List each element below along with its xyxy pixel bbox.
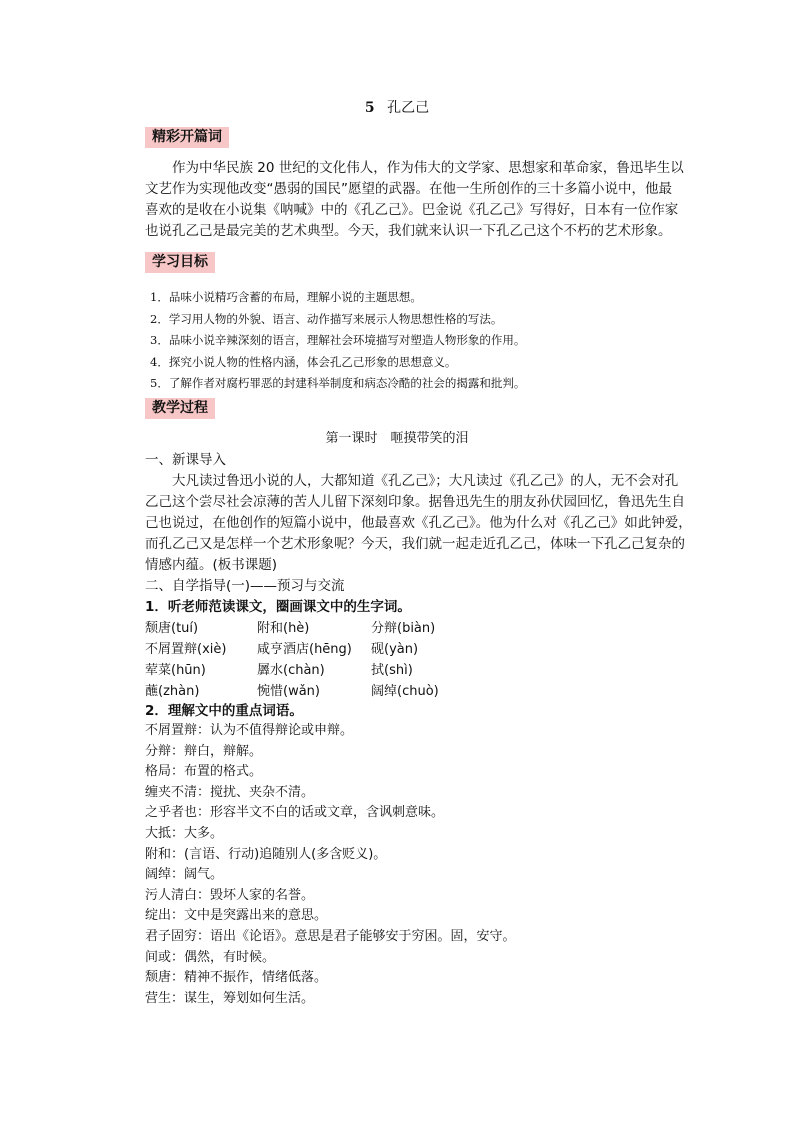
- part1-line: 情感内蕴。(板书课题): [145, 557, 278, 573]
- part2-heading: 二、自学指导(一)——预习与交流: [145, 578, 345, 594]
- intro-paragraph: [145, 158, 684, 242]
- lesson-title: 孔乙己: [387, 100, 430, 116]
- part1-heading: 一、新课导入: [145, 452, 226, 468]
- vocab-word: 砚(yàn): [371, 642, 419, 657]
- vocab-table: [145, 618, 483, 702]
- goals-list: [150, 287, 525, 395]
- page-title: [0, 99, 794, 117]
- intro-line: 文艺作为实现他改变“愚弱的国民”愿望的武器。在他一生所创作的三十多篇小说中，他最: [145, 181, 672, 197]
- definition-item: 缠夹不清：搅扰、夹杂不清。: [145, 784, 315, 800]
- definition-item: 附和：(言语、行动)追随别人(多含贬义)。: [145, 846, 387, 862]
- vocab-word: 咸亨酒店(hēng): [257, 642, 352, 657]
- definition-item: 污人清白：毁坏人家的名誉。: [145, 887, 315, 903]
- part1-line: 乙己这个尝尽社会凉薄的苦人儿留下深刻印象。据鲁迅先生的朋友孙伏园回忆，鲁迅先生自: [145, 494, 685, 510]
- part1-line: 而孔乙己又是怎样一个艺术形象呢？今天，我们就一起走近孔乙己，体味一下孔乙己复杂的: [145, 536, 685, 552]
- vocab-word: 惋惜(wǎn): [257, 684, 320, 699]
- intro-line: 作为中华民族 20 世纪的文化伟人，作为伟大的文学家、思想家和革命家，鲁迅毕生以: [172, 160, 684, 176]
- task2-heading: 2．理解文中的重点词语。: [145, 703, 303, 719]
- goal-item: 1．品味小说精巧含蓄的布局，理解小说的主题思想。: [150, 290, 422, 304]
- lesson-number: 5: [364, 100, 375, 116]
- goal-item: 2．学习用人物的外貌、语言、动作描写来展示人物思想性格的写法。: [150, 311, 503, 326]
- intro-line: 喜欢的是收在小说集《呐喊》中的《孔乙己》。巴金说《孔乙己》写得好，日本有一位作家: [145, 202, 679, 218]
- vocab-word: 蘸(zhàn): [145, 684, 200, 699]
- definition-item: 颓唐：精神不振作，情绪低落。: [145, 970, 328, 986]
- goal-item: 4．探究小说人物的性格内涵，体会孔乙己形象的思想意义。: [150, 354, 457, 369]
- vocab-word: 不屑置辩(xiè): [145, 642, 227, 657]
- section-tag-process: 教学过程: [145, 398, 215, 419]
- part1-paragraph: [145, 471, 692, 576]
- vocab-row: [145, 660, 483, 681]
- definition-item: 间或：偶然，有时候。: [145, 949, 276, 965]
- definition-item: 之乎者也：形容半文不白的话或文章，含讽刺意味。: [145, 805, 445, 821]
- lesson-subtitle: 第一课时 咂摸带笑的泪: [325, 431, 469, 446]
- part1-line: 大凡读过鲁迅小说的人，大都知道《孔乙己》；大凡读过《孔乙己》的人，无不会对孔: [172, 473, 679, 489]
- vocab-row: [145, 681, 483, 702]
- task1-heading: 1．听老师范读课文，圈画课文中的生字词。: [145, 599, 411, 615]
- definition-item: 绽出：文中是突露出来的意思。: [145, 908, 328, 924]
- section-tag-goals: 学习目标: [145, 252, 215, 273]
- definition-item: 格局：布置的格式。: [145, 764, 263, 780]
- definition-item: 不屑置辩：认为不值得辩论或申辩。: [145, 723, 354, 738]
- definition-item: 君子固穷：语出《论语》。意思是君子能够安于穷困。固，安守。: [145, 928, 516, 944]
- vocab-word: 颓唐(tuí): [145, 621, 199, 636]
- vocab-word: 附和(hè): [257, 621, 310, 636]
- vocab-word: 阔绰(chuò): [371, 684, 439, 699]
- definition-item: 阔绰：阔气。: [145, 867, 224, 883]
- vocab-row: [145, 639, 483, 660]
- definition-item: 营生：谋生，筹划如何生活。: [145, 990, 315, 1006]
- definition-item: 分辩：辩白，辩解。: [145, 743, 263, 759]
- vocab-word: 分辩(biàn): [371, 621, 436, 636]
- vocab-word: 拭(shì): [371, 663, 413, 678]
- intro-line: 也说孔乙己是最完美的艺术典型。今天，我们就来认识一下孔乙己这个不朽的艺术形象。: [145, 223, 672, 239]
- vocab-word: 羼水(chàn): [257, 663, 325, 678]
- definitions-list: [145, 721, 516, 1009]
- part1-line: 己也说过，在他创作的短篇小说中，他最喜欢《孔乙己》。他为什么对《孔乙己》如此钟爱，: [145, 515, 692, 531]
- goal-item: 3．品味小说辛辣深刻的语言，理解社会环境描写对塑造人物形象的作用。: [150, 333, 526, 347]
- vocab-word: 荤菜(hūn): [145, 663, 206, 678]
- vocab-row: [145, 618, 483, 639]
- section-tag-opening: 精彩开篇词: [145, 127, 229, 148]
- goal-item: 5．了解作者对腐朽罪恶的封建科举制度和病态冷酷的社会的揭露和批判。: [150, 376, 526, 390]
- definition-item: 大抵：大多。: [145, 825, 224, 841]
